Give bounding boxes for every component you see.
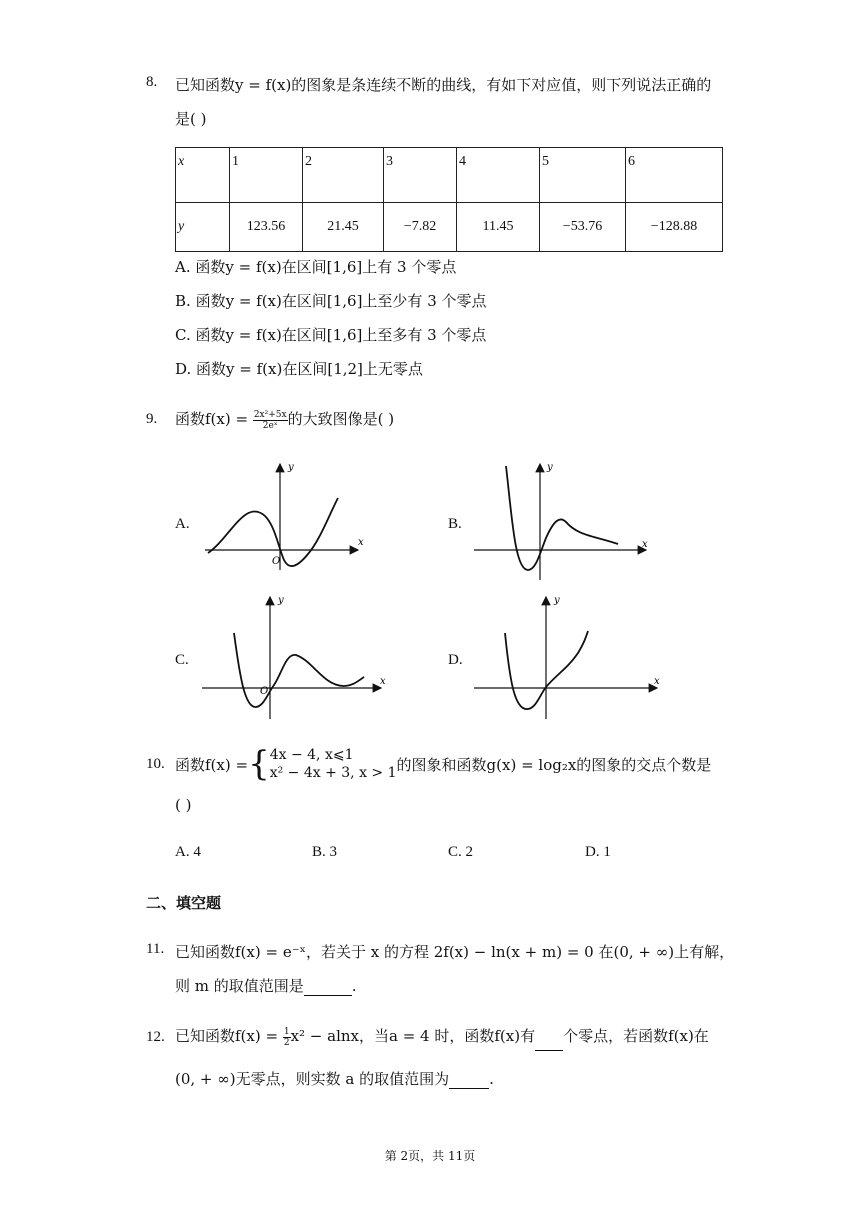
y-label: y	[547, 462, 553, 473]
answer-blank[interactable]	[535, 1022, 563, 1051]
piecewise: 4x − 4, x⩽1 x² − 4x + 3, x > 1	[269, 747, 397, 781]
q9-graph-b[interactable]	[470, 458, 655, 583]
q10-number: 10.	[146, 756, 165, 772]
origin-label: O	[260, 686, 269, 697]
table-x-cell: 5	[540, 148, 626, 203]
page-footer: 第 2页，共 11页	[384, 1149, 476, 1163]
table-y-cell: −53.76	[540, 203, 626, 252]
table-x-cell: 3	[384, 148, 457, 203]
x-label: x	[380, 676, 386, 687]
q12-line1: 已知函数f(x) = $\frac{1}{2}$ x² − alnx，当a = 4 时，函数f(x)有 个零点，若函数f(x)在	[175, 1022, 709, 1051]
q10-option-b[interactable]: B. 3	[312, 844, 338, 860]
q11-line2: 则 m 的取值范围是 .	[175, 977, 357, 995]
y-label: y	[554, 595, 560, 606]
curve	[234, 633, 364, 707]
x-label: x	[654, 676, 660, 687]
q9-fraction: $\frac{\text{2x²+5x}}{\text{2eˣ}}$	[253, 409, 287, 431]
x-label: x	[358, 537, 364, 548]
q9-graph-d[interactable]	[470, 593, 665, 723]
q8-stem-line2: 是( )	[175, 110, 207, 128]
table-x-cell: 2	[303, 148, 384, 203]
y-label: y	[288, 462, 294, 473]
q10-option-a[interactable]: A. 4	[175, 844, 201, 860]
q9-option-c-label[interactable]: C.	[175, 652, 189, 668]
q8-number: 8.	[146, 74, 158, 90]
q8-option-a[interactable]: A. 函数y = f(x)在区间[1,6]上有 3 个零点	[175, 258, 457, 276]
q9-option-b-label[interactable]: B.	[448, 516, 462, 532]
q10-option-c[interactable]: C. 2	[448, 844, 474, 860]
table-y-cell: 123.56	[230, 203, 303, 252]
q9-number: 9.	[146, 411, 158, 427]
q11-number: 11.	[146, 941, 165, 957]
q10-stem: 函数f(x) = { 4x − 4, x⩽1 x² − 4x + 3, x > 1 的图象和函数g(x) = log₂x的图象的交点个数是	[175, 744, 712, 784]
x-label: x	[642, 539, 648, 550]
answer-blank[interactable]	[449, 1070, 489, 1089]
q10-option-d[interactable]: D. 1	[585, 844, 611, 860]
q8-option-d[interactable]: D. 函数y = f(x)在区间[1,2]上无零点	[175, 360, 423, 378]
q11-line1: 已知函数f(x) = e⁻ˣ，若关于 x 的方程 2f(x) − ln(x + m) = 0 在(0, + ∞)上有解，	[175, 943, 735, 961]
q9-graph-c[interactable]	[198, 593, 388, 723]
table-y-cell: 21.45	[303, 203, 384, 252]
q8-option-c[interactable]: C. 函数y = f(x)在区间[1,6]上至多有 3 个零点	[175, 326, 487, 344]
curve	[506, 466, 618, 570]
origin-label: O	[272, 556, 281, 567]
brace: {	[248, 744, 270, 784]
q9-stem: 函数f(x) = $\frac{\text{2x²+5x}}{\text{2eˣ}}$ 的大致图像是( )	[175, 409, 395, 431]
section-heading: 二、填空题	[146, 894, 222, 912]
table-x-cell: 6	[626, 148, 723, 203]
q9-option-d-label[interactable]: D.	[448, 652, 463, 668]
table-y-label: y	[176, 203, 230, 252]
q12-number: 12.	[146, 1029, 165, 1045]
q9-graph-a[interactable]	[200, 458, 370, 578]
q8-option-b[interactable]: B. 函数y = f(x)在区间[1,6]上至少有 3 个零点	[175, 292, 487, 310]
q12-fraction: $\frac{1}{2}$	[283, 1026, 290, 1048]
answer-blank[interactable]	[304, 977, 352, 996]
table-x-label: x	[176, 148, 230, 203]
table-y-cell: 11.45	[457, 203, 540, 252]
q8-stem-line1: 已知函数y = f(x)的图象是条连续不断的曲线，有如下对应值，则下列说法正确的	[175, 76, 712, 94]
table-y-cell: −128.88	[626, 203, 723, 252]
table-x-cell: 4	[457, 148, 540, 203]
table-y-cell: −7.82	[384, 203, 457, 252]
q9-option-a-label[interactable]: A.	[175, 516, 190, 532]
table-x-cell: 1	[230, 148, 303, 203]
q8-value-table	[175, 147, 723, 252]
q10-stem-line2: ( )	[175, 796, 192, 814]
q12-line2: (0, + ∞)无零点，则实数 a 的取值范围为 .	[175, 1070, 494, 1088]
y-label: y	[278, 595, 284, 606]
